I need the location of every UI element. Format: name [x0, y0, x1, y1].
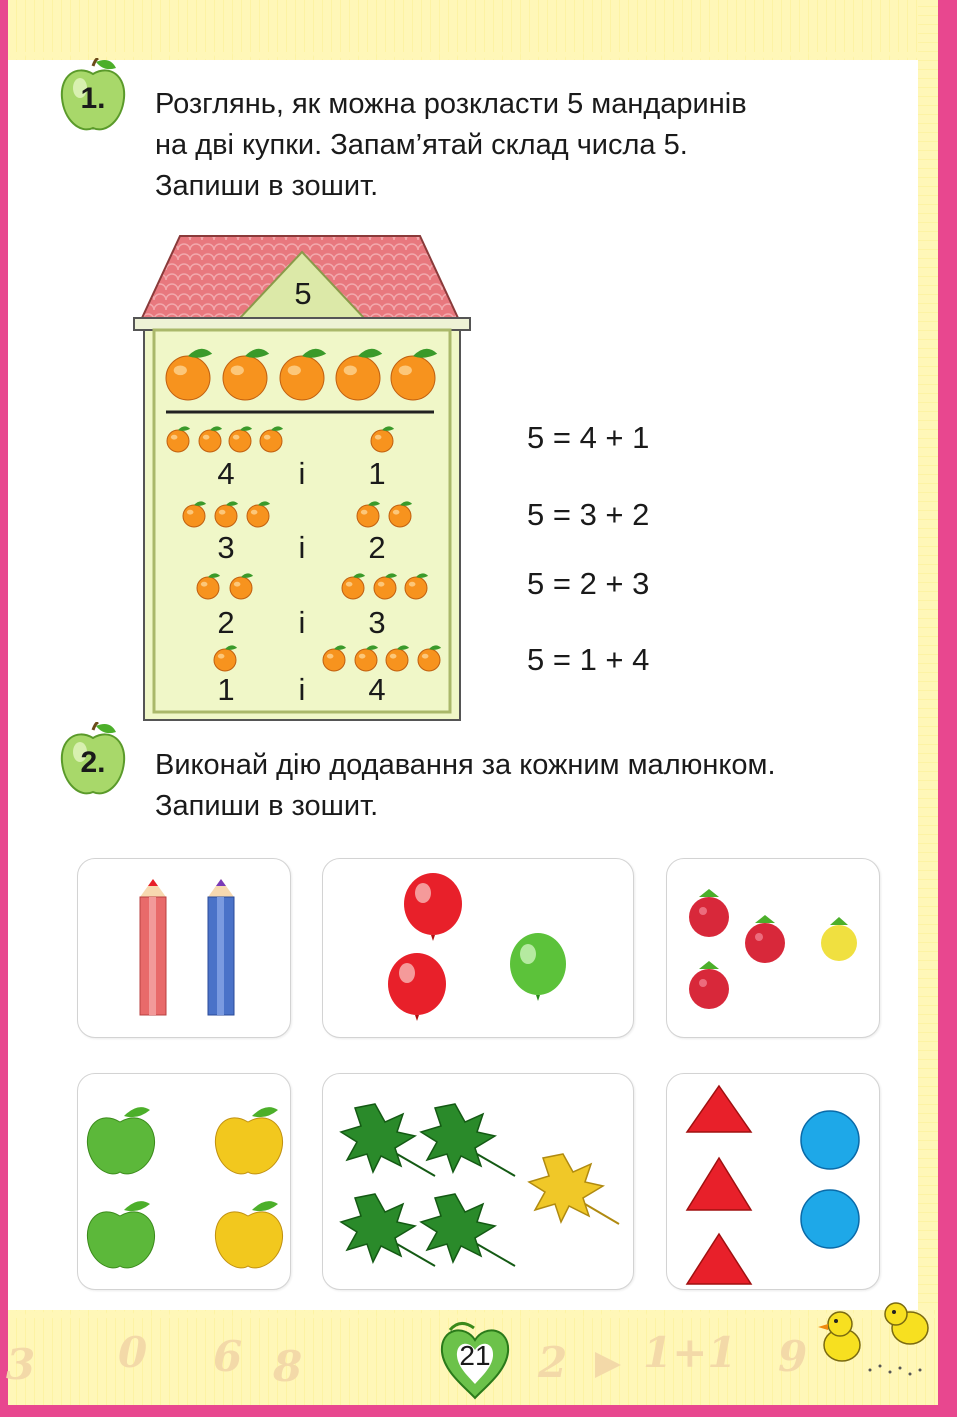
page-number: 21 — [459, 1340, 491, 1371]
decor-digit: 9 — [778, 1332, 808, 1381]
tangerine-icon — [374, 573, 397, 599]
tangerine-icon — [357, 501, 380, 527]
pencils-illustration — [78, 859, 290, 1037]
triangle-shape — [687, 1158, 751, 1210]
picture-card-shapes — [666, 1073, 880, 1290]
row-left-number: 4 — [217, 456, 235, 491]
equation: 5 = 1 + 4 — [527, 642, 650, 677]
tangerine-icon — [371, 426, 394, 452]
tangerine-icon — [167, 426, 190, 452]
maple-leaves-illustration — [323, 1074, 633, 1289]
row-conjunction: і — [298, 605, 306, 640]
tangerine-icon — [197, 573, 220, 599]
task1-line2: на дві купки. Запам’ятай склад числа 5. — [155, 129, 688, 161]
row-conjunction: і — [298, 530, 306, 565]
row-conjunction: і — [298, 672, 306, 707]
picture-card-balloons — [322, 858, 634, 1038]
raspberries-illustration — [667, 859, 879, 1037]
roof-number: 5 — [294, 276, 312, 311]
decor-digit: 0 — [118, 1328, 148, 1377]
decor-digit: 3 — [6, 1340, 36, 1389]
row-right-number: 1 — [368, 456, 386, 491]
tangerine-icon — [199, 426, 222, 452]
tangerine-icon — [355, 645, 378, 671]
task-number-badge-2 — [58, 722, 128, 798]
tangerine-icon — [214, 645, 237, 671]
chicks-illustration — [810, 1300, 940, 1380]
equation: 5 = 2 + 3 — [527, 566, 650, 601]
circle-shape — [801, 1190, 859, 1248]
row-left-number: 3 — [217, 530, 235, 565]
tangerine-icon — [260, 426, 283, 452]
tangerine-icon — [418, 645, 441, 671]
row-right-number: 3 — [368, 605, 386, 640]
balloons-illustration — [323, 859, 633, 1037]
tangerine-icon — [342, 573, 365, 599]
row-left-number: 2 — [217, 605, 235, 640]
tangerine-icon — [215, 501, 238, 527]
equation: 5 = 4 + 1 — [527, 420, 650, 455]
tangerine-icon — [166, 349, 212, 400]
tangerine-icon — [223, 349, 269, 400]
task2-line1: Виконай дію додавання за кожним малюнком. — [155, 749, 776, 781]
row-right-number: 4 — [368, 672, 386, 707]
tangerine-icon — [405, 573, 428, 599]
triangle-shape — [687, 1086, 751, 1132]
task1-line3: Запиши в зошит. — [155, 170, 379, 202]
decor-digit: 6 — [213, 1332, 243, 1381]
tangerine-icon — [229, 426, 252, 452]
task-number: 1. — [80, 82, 106, 115]
task2-line2: Запиши в зошит. — [155, 790, 379, 822]
decor-digit: 1+1 — [643, 1328, 737, 1377]
decor-digit: 8 — [273, 1342, 303, 1391]
circle-shape — [801, 1111, 859, 1169]
task-number: 2. — [80, 746, 106, 779]
shapes-illustration — [667, 1074, 879, 1289]
picture-card-pencils — [77, 858, 291, 1038]
tangerine-icon — [247, 501, 270, 527]
picture-card-apples — [77, 1073, 291, 1290]
tangerine-icon — [183, 501, 206, 527]
decor-digit: 2 — [538, 1338, 568, 1387]
row-right-number: 2 — [368, 530, 386, 565]
row-left-number: 1 — [217, 672, 235, 707]
triangle-shape — [687, 1234, 751, 1284]
tangerine-icon — [336, 349, 382, 400]
tangerine-icon — [230, 573, 253, 599]
tangerine-icon — [389, 501, 412, 527]
arrow-decor-icon — [593, 1350, 623, 1380]
tangerine-icon — [386, 645, 409, 671]
tangerine-icon — [280, 349, 326, 400]
picture-card-leaves — [322, 1073, 634, 1290]
apples-illustration — [78, 1074, 290, 1289]
row-conjunction: і — [298, 456, 306, 491]
equation: 5 = 3 + 2 — [527, 497, 650, 532]
tangerine-icon — [391, 349, 437, 400]
tangerine-icon — [323, 645, 346, 671]
task1-line1: Розглянь, як можна розкласти 5 мандаринів — [155, 88, 747, 120]
picture-card-raspberries — [666, 858, 880, 1038]
